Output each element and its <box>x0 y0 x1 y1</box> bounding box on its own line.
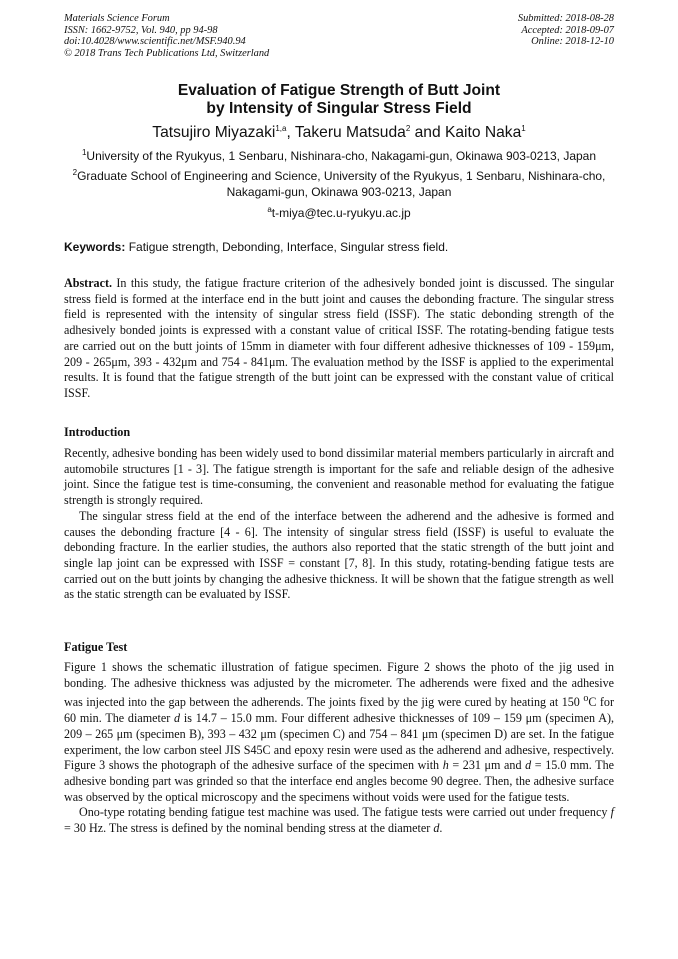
abstract <box>64 276 614 402</box>
copyright: © 2018 Trans Tech Publications Ltd, Switzerland <box>64 47 270 59</box>
dates-info <box>518 13 614 48</box>
introduction-body <box>64 446 614 603</box>
abstract-label: Abstract. <box>64 276 113 290</box>
author-name: Kaito Naka <box>444 124 522 141</box>
author-name: Tatsujiro Miyazaki <box>152 124 276 141</box>
affiliation-sup: 1 <box>81 148 87 157</box>
journal-doi: doi:10.4028/www.scientific.net/MSF.940.94 <box>64 36 246 48</box>
author-sep: , <box>286 124 295 141</box>
online-date: Online: 2018-12-10 <box>531 36 614 48</box>
author-sup: 1 <box>521 123 526 133</box>
section-heading: Introduction <box>64 425 131 439</box>
text-run: = 30 Hz. The stress is defined by the nominal bending stress at the diameter <box>64 821 434 836</box>
title-line-1: Evaluation of Fatigue Strength of Butt Joint <box>177 82 501 99</box>
submitted-date: Submitted: 2018-08-28 <box>517 13 614 24</box>
paragraph: The singular stress field at the end of the interface between the adherend and the adhesive is formed and causes the debonding fracture [4 - 6]. The intensity of singular stress field (ISSF) is useful to evaluate the debonding fracture. In the earlier studies, the authors also reported that the static strength of the butt joint and single lap joint can be expressed with ISSF = constant [7, 8]. In this study, rotating-bending fatigue tests are carried out on the butt joints by changing the adhesive thickness. It will be shown that the fatigue strength as well as the static strength can be evaluated by ISSF. <box>64 508 614 602</box>
accepted-date: Accepted: 2018-09-07 <box>521 24 614 36</box>
text-run: Figure 1 shows the schematic illustration of fatigue specimen. Figure 2 shows the photo of the jig used in bonding. The adhesive thickness was adjusted by the micrometer. The adherends were fixed and the adhesive was injected into the gap between the adherends. The joints fixed by the jig were cured by heating at 150 <box>64 660 614 710</box>
paragraph: Recently, adhesive bonding has been widely used to bond dissimilar material members particularly in aircraft and automobile structures [1 - 3]. The fatigue strength is important for the safe and reliable design of the adhesive joint. Since the fatigue test is time-consuming, the convenient and reasonable method for evaluating the fatigue strength is strongly required. <box>64 446 614 508</box>
math-var: h <box>442 758 449 773</box>
text-run: . <box>439 821 443 836</box>
author-list <box>0 124 678 142</box>
abstract-text: In this study, the fatigue fracture criterion of the adhesively bonded joint is discussed. The singular stress field is formed at the interface end in the butt joint and causes the debonding fracture. The singular stress field is represented with the intensity of singular stress field (ISSF). The static debonding strength of the adhesively bonded joints is expressed with a constant value of critical ISSF. The rotating-bending fatigue tests are carried out on the butt joints of 15mm in diameter with four different adhesive thicknesses of 109 - 159μm, 209 - 265μm, 393 - 432μm and 754 - 841μm. The evaluation method by the ISSF is applied to the experimental results. It is found that the fatigue strength of the butt joint can be expressed with the constant value of critical ISSF. <box>64 276 614 400</box>
email-text: t-miya@tec.u-ryukyu.ac.jp <box>271 206 411 220</box>
affiliation-2 <box>0 168 678 200</box>
journal-name: Materials Science Forum <box>64 13 170 24</box>
author-sep: and <box>410 124 445 141</box>
text-run: C for 60 min. The diameter <box>64 695 614 726</box>
author-sup: 1,a <box>275 123 287 133</box>
title-line-2: by Intensity of Singular Stress Field <box>206 100 472 117</box>
author-sup: 2 <box>405 123 411 133</box>
journal-info <box>64 13 269 59</box>
keywords-text: Fatigue strength, Debonding, Interface, Singular stress field. <box>128 240 449 254</box>
affiliation-1 <box>0 148 678 164</box>
section-heading: Fatigue Test <box>64 640 128 654</box>
keywords-label: Keywords: <box>64 240 126 254</box>
text-run: = 231 μm and <box>448 758 526 773</box>
math-var: f <box>610 805 614 820</box>
math-var: d <box>433 821 440 836</box>
text-run: Ono-type rotating bending fatigue test machine was used. The fatigue tests were carried out under frequency <box>79 805 611 820</box>
paper-title <box>0 82 678 118</box>
math-var: d <box>174 711 181 726</box>
paragraph <box>64 660 614 805</box>
journal-issn: ISSN: 1662-9752, Vol. 940, pp 94-98 <box>64 24 218 36</box>
text-run: is 14.7 – 15.0 mm. Four different adhesive thicknesses of 109 – 159 μm (specimen A), 209 – 265 μm (specimen B), 393 – 432 μm (specimen C) and 754 – 841 μm (specimen D) are set. In the fatigue experiment, the low carbon steel JIS S45C and epoxy resin were used as the adherend and adhesive, respectively. Figure 3 shows the photograph of the adhesive surface of the specimen with <box>64 711 614 773</box>
affiliation-text: Graduate School of Engineering and Science, University of the Ryukyus, 1 Senbaru, Nishinara-cho, <box>77 169 606 183</box>
degree-sup: o <box>583 693 589 705</box>
affiliation-text: Nakagami-gun, Okinawa 903-0213, Japan <box>226 185 452 199</box>
fatigue-test-body <box>64 660 614 837</box>
keywords <box>64 240 614 255</box>
affiliation-text: University of the Ryukyus, 1 Senbaru, Nishinara-cho, Nakagami-gun, Okinawa 903-0213, Japan <box>86 149 597 163</box>
text-run: = 15.0 mm. The adhesive bonding part was grinded so that the interface end angles become 90 degree. Then, the adhesive surface was observed by the optical microscopy and the specimens without voids were used for the fatigue tests. <box>64 758 615 804</box>
paragraph <box>64 805 614 836</box>
author-name: Takeru Matsuda <box>294 124 406 141</box>
email <box>0 205 678 221</box>
affiliation-sup: 2 <box>72 168 78 177</box>
email-sup: a <box>267 205 272 214</box>
math-var: d <box>525 758 532 773</box>
